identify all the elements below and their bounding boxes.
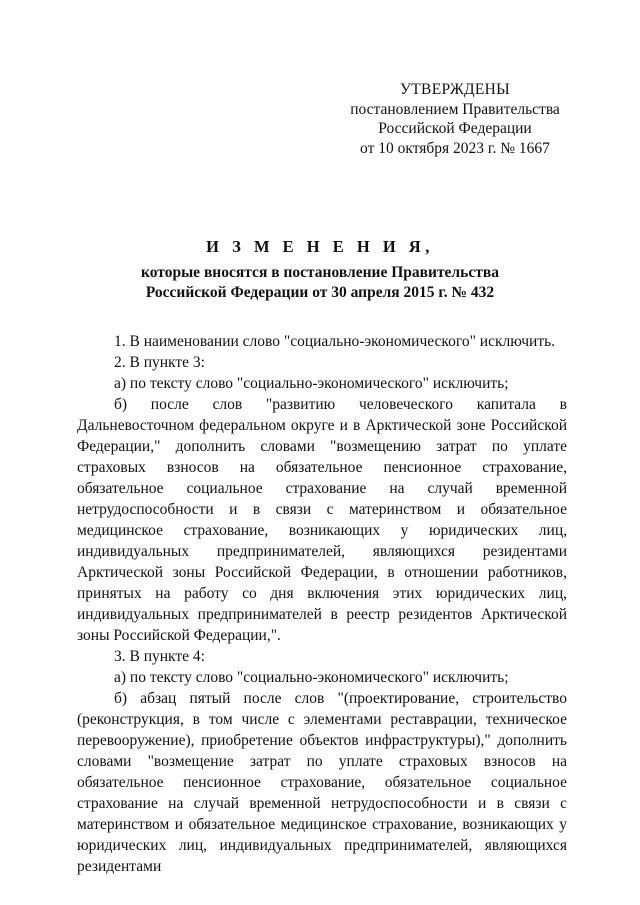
paragraph-4: б) после слов "развитию человеческого капитала в Дальневосточном федеральном округе и в Арктической зоне Российской Федерации," дополнить словами "возмещению затрат по уплате страховых взносов на обязательное пенсионное страхование, обязательное социальное страхование на случай временной нетрудоспособности и в связи с материнством и обязательное медицинское страхование, возникающих у юридических лиц, индивидуальных предпринимателей, являющихся резидентами Арктической зоны Российской Федерации, в отношении работников, принятых на работу со дня включения этих юридических лиц, индивидуальных предпринимателей в реестр резидентов Арктической зоны Российской Федерации,". [77,396,567,644]
paragraph-7: б) абзац пятый после слов "(проектирование, строительство (реконструкция, в том числе с элементами реставрации, техническое перевооружение), приобретение объектов инфраструктуры)," дополнить словами "возмещение затрат по уплате страховых взносов на обязательное пенсионное страхование, обязательное социальное страхование на случай временной нетрудоспособности и в связи с материнством и обязательное медицинское страхование, возникающих у юридических лиц, индивидуальных предпринимателей, являющихся резидентами [77,690,567,875]
approval-block [330,80,580,158]
approval-line-1: постановлением Правительства [350,100,560,118]
document-body [77,331,567,877]
paragraph-3: а) по тексту слово "социально-экономического" исключить; [114,375,509,392]
approval-line-3: от 10 октября 2023 г. № 1667 [360,139,550,157]
document-subtitle [0,263,640,302]
document-title: И З М Е Н Е Н И Я, [206,237,434,256]
paragraph-2: 2. В пункте 3: [114,354,205,371]
paragraph-6: а) по тексту слово "социально-экономического" исключить; [114,669,509,686]
paragraph-5: 3. В пункте 4: [114,648,205,665]
approval-line-2: Российской Федерации [378,120,532,137]
paragraph-1: 1. В наименовании слово "социально-экономического" исключить. [114,333,556,350]
subtitle-line-2: Российской Федерации от 30 апреля 2015 г. № 432 [145,283,495,301]
approval-heading: УТВЕРЖДЕНЫ [400,81,510,98]
subtitle-line-1: которые вносятся в постановление Правительства [141,264,499,281]
